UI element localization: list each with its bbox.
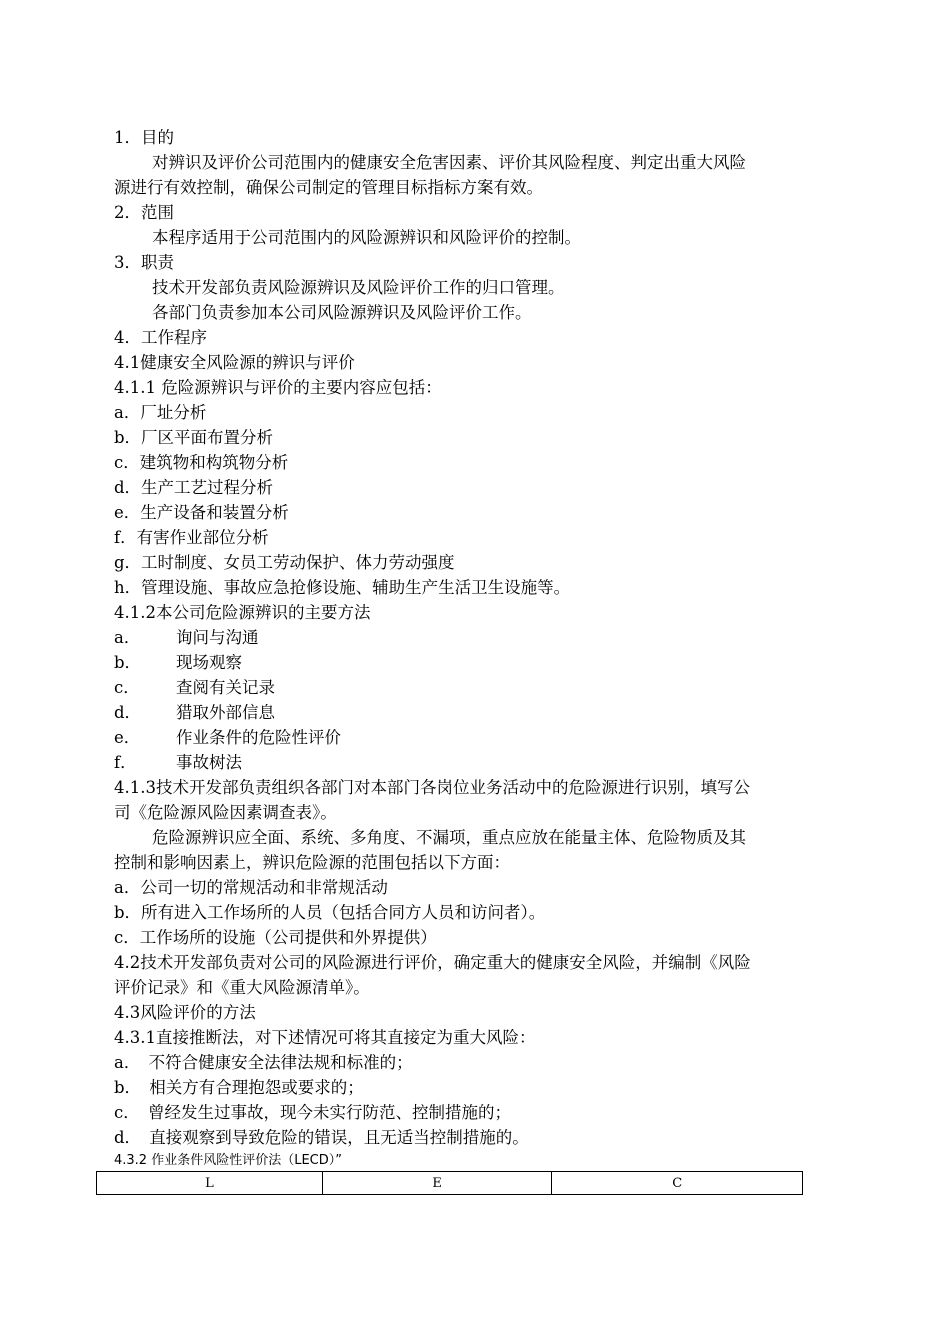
method-item — [114, 650, 859, 675]
section-3-body-1: 技术开发部负责风险源辨识及风险评价工作的归口管理。 — [152, 278, 565, 297]
section-1-body-line1: 对辨识及评价公司范围内的健康安全危害因素、评价其风险程度、判定出重大风险 — [152, 153, 746, 172]
section-2-title: 2．范围 — [114, 203, 174, 222]
table-header-row — [97, 1172, 803, 1195]
method-code: a． — [114, 628, 141, 647]
list-item: d． 直接观察到导致危险的错误，且无适当控制措施的。 — [114, 1128, 529, 1147]
section-4-1-3-line2: 司《危险源风险因素调查表》。 — [114, 803, 337, 822]
section-4-title: 4．工作程序 — [114, 328, 207, 347]
method-code: f． — [114, 753, 137, 772]
section-1-body-line2: 源进行有效控制，确保公司制定的管理目标指标方案有效。 — [114, 178, 543, 197]
section-4-3-1-title: 4.3.1直接推断法，对下述情况可将其直接定为重大风险： — [114, 1028, 536, 1047]
list-item: c． 曾经发生过事故，现今未实行防范、控制措施的； — [114, 1103, 511, 1122]
method-code: c． — [114, 678, 140, 697]
section-4-1-3-line1: 4.1.3技术开发部负责组织各部门对本部门各岗位业务活动中的危险源进行识别，填写公 — [114, 778, 750, 797]
list-item: g．工时制度、女员工劳动保护、体力劳动强度 — [114, 553, 455, 572]
section-1-title: 1．目的 — [114, 128, 174, 147]
list-item: a．厂址分析 — [114, 403, 207, 422]
method-code: d． — [114, 703, 142, 722]
section-2-body: 本程序适用于公司范围内的风险源辨识和风险评价的控制。 — [152, 228, 581, 247]
method-item — [114, 625, 859, 650]
list-item: b． 相关方有合理抱怨或要求的； — [114, 1078, 364, 1097]
method-text: 现场观察 — [176, 653, 242, 672]
table-header-e: E — [322, 1172, 551, 1195]
section-4-1-3-body1: 危险源辨识应全面、系统、多角度、不漏项，重点应放在能量主体、危险物质及其 — [152, 828, 746, 847]
method-text: 作业条件的危险性评价 — [176, 728, 341, 747]
section-3-body-2: 各部门负责参加本公司风险源辨识及风险评价工作。 — [152, 303, 532, 322]
section-4-1-1-title: 4.1.1 危险源辨识与评价的主要内容应包括： — [114, 378, 442, 397]
section-4-1-3-body2: 控制和影响因素上，辨识危险源的范围包括以下方面： — [114, 853, 510, 872]
method-code: b． — [114, 653, 142, 672]
section-4-2-line2: 评价记录》和《重大风险源清单》。 — [114, 978, 370, 997]
list-item: b．厂区平面布置分析 — [114, 428, 274, 447]
method-item — [114, 725, 859, 750]
method-item — [114, 675, 859, 700]
method-text: 查阅有关记录 — [176, 678, 275, 697]
list-item: b．所有进入工作场所的人员（包括合同方人员和访问者）。 — [114, 903, 546, 922]
list-item: c．工作场所的设施（公司提供和外界提供） — [114, 928, 437, 947]
list-item: a．公司一切的常规活动和非常规活动 — [114, 878, 388, 897]
list-item: e．生产设备和装置分析 — [114, 503, 289, 522]
section-4-3-2-title: 4.3.2 作业条件风险性评价法（LECD）” — [114, 1153, 342, 1168]
section-4-1-title: 4.1健康安全风险源的辨识与评价 — [114, 353, 355, 372]
table-header-c: C — [552, 1172, 803, 1195]
list-item: a． 不符合健康安全法律法规和标准的； — [114, 1053, 413, 1072]
method-text: 猎取外部信息 — [176, 703, 275, 722]
list-item: d．生产工艺过程分析 — [114, 478, 274, 497]
section-3-title: 3．职责 — [114, 253, 174, 272]
method-item — [114, 750, 859, 775]
section-4-2-line1: 4.2技术开发部负责对公司的风险源进行评价，确定重大的健康安全风险，并编制《风险 — [114, 953, 751, 972]
document-body — [114, 125, 859, 1170]
method-text: 事故树法 — [176, 753, 242, 772]
section-4-3-title: 4.3风险评价的方法 — [114, 1003, 256, 1022]
method-item — [114, 700, 859, 725]
lecd-table — [96, 1171, 803, 1195]
list-item: c．建筑物和构筑物分析 — [114, 453, 289, 472]
list-item: f．有害作业部位分析 — [114, 528, 269, 547]
section-4-1-2-title: 4.1.2本公司危险源辨识的主要方法 — [114, 603, 371, 622]
table-header-l: L — [97, 1172, 323, 1195]
method-code: e． — [114, 728, 141, 747]
list-item: h．管理设施、事故应急抢修设施、辅助生产生活卫生设施等。 — [114, 578, 571, 597]
method-text: 询问与沟通 — [176, 628, 259, 647]
